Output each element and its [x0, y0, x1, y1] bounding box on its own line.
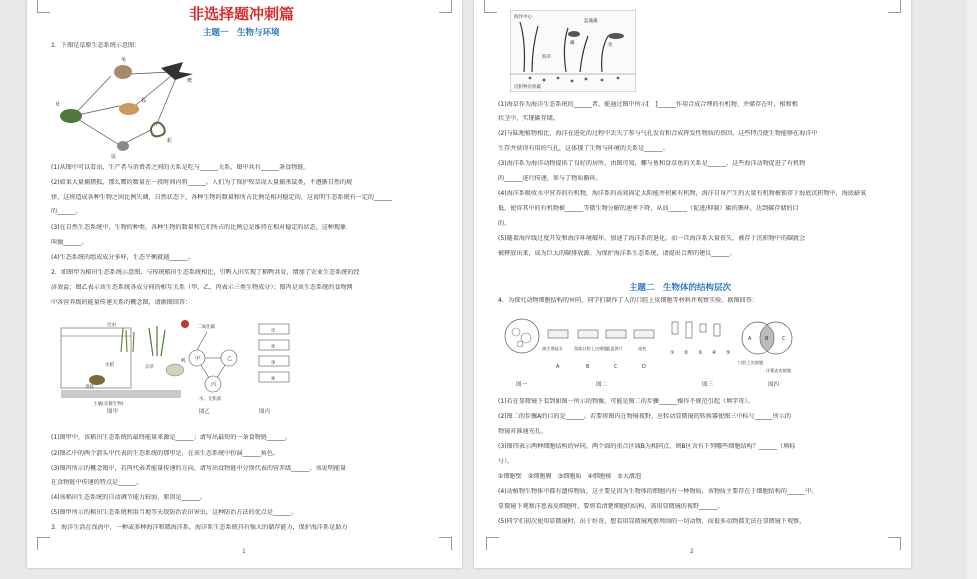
question-text: 1．下图是草原生态系统示意图：	[51, 42, 141, 49]
question-line: (4)动植物生物体中都有遗传物质，这主要是因为生物体的细胞内有一种物质，该物质主要存在于细胞结构的______中。	[498, 488, 818, 495]
question-line: (3)海洋系为海洋动物提供了良好的居所，由图可知，螺与鱼和食草鱼的关系是______，这些海洋动物促进了有机物	[498, 160, 806, 167]
fig-label-eagle: 鹰	[187, 78, 193, 84]
rice-icon	[121, 328, 134, 352]
figure-caption: 图四	[768, 382, 780, 388]
fig-label-cyan: 蓝藻藻	[584, 19, 598, 24]
crop-mark	[888, 537, 901, 550]
pyramid-label-3: ③	[271, 360, 276, 366]
fig-label-fox: 狐	[141, 98, 147, 104]
venn-label-c: C	[782, 336, 786, 342]
fig-label-seagrass: 海草	[542, 55, 551, 60]
page-title: 非选择题冲刺篇	[189, 5, 295, 23]
ecosystem-cycle-figure	[177, 318, 249, 404]
fig-label-c: 丙	[211, 382, 217, 388]
question-line: (5)同学们初次使用显微镜时，出于好奇，想看用显微镜观察周围的一切动物，而很多动物都无法在显微镜下观察，	[498, 518, 806, 525]
soil-layer	[61, 390, 181, 398]
question-line: (3)图四表示两种细胞结构的异同，两个圆的重合区域B为相同点，则B区含有下列哪些细胞结构？______（填标	[498, 443, 796, 450]
figure-caption: 图一	[516, 382, 528, 388]
question-line: (2)如果大量捕猎狐，那么鹰的数量在一段时间内将______。人们为了保护牧草而大量捕杀鼠类，不遵循自然的规	[51, 179, 353, 186]
mouse-icon	[117, 141, 129, 151]
food-web-figure	[51, 54, 201, 166]
fig-label-saline: 滴生理盐水	[542, 346, 563, 351]
step-label-a: A	[556, 364, 560, 370]
rice-field-figure	[57, 318, 187, 408]
fig-label-stain: 染色	[638, 346, 647, 351]
question-line: (1)海草作为海洋生态系统的______者，能通过图中所示[ ]______作用合成合理的有机物，并储存在叶、根和根	[498, 101, 798, 108]
fig-label-rice: 水稻	[105, 363, 114, 368]
fig-label-cover: 盖盖玻片	[606, 346, 623, 351]
fig-label-frog: 青蛙	[85, 385, 94, 390]
question-line: (4)该稻田生态系统的自动调节能力较弱，原因是______。	[51, 494, 206, 501]
figure-caption: 图乙	[199, 409, 211, 415]
rabbit-icon	[114, 65, 132, 79]
section-heading: 主题二 生物体的结构层次	[629, 283, 732, 293]
question-line: 状茎中，实现碳存储。	[498, 115, 559, 122]
venn-label-a: A	[748, 336, 752, 342]
step-label-d: D	[642, 364, 646, 370]
figure-caption: 图丙	[259, 409, 271, 415]
snail-icon	[568, 31, 580, 37]
fig-label-b: 乙	[227, 356, 233, 362]
lens-icon	[714, 324, 720, 336]
pyramid-label-1: ①	[271, 328, 276, 334]
fig-label-sea: 海洋中心	[514, 15, 532, 20]
question-line: (1)从图中可以看出，生产者与消费者之间的关系是吃与______关系，图中共有______条食物链。	[51, 164, 310, 171]
lens-icon	[700, 324, 706, 332]
fig-label-weed: 杂草	[145, 365, 154, 370]
question-line: (4)生态系统的组成成分多样，生态平衡就越______。	[51, 254, 194, 261]
fig-label-fish: 鱼	[608, 43, 613, 48]
lens-icon	[686, 322, 692, 338]
fig-label-co2: 二氧化碳	[197, 325, 215, 330]
crop-mark	[37, 0, 50, 13]
question-line: 济效益；图乙表示该生态系统各成分间的相互关系（甲、乙、丙表示三类生物成分）；图丙是该生态系统的食物网	[51, 284, 353, 291]
question-line: ①细胞壁 ②细胞膜 ③细胞质 ④细胞核 ⑤大液泡	[498, 473, 642, 480]
grass-icon	[60, 109, 82, 123]
question-line: 的。	[498, 220, 511, 227]
fish-icon	[608, 33, 624, 39]
question-line: (2)图二的步骤A的目的是______。若要将图内在物镜视野，应转动显微镜的转换器使图三中标号______所示的	[498, 413, 792, 420]
question-line: 在食物链中传递的特点是______。	[51, 479, 143, 486]
lens-icon	[672, 322, 678, 334]
document-page-1	[27, 0, 462, 568]
step-label-b: B	[586, 364, 590, 370]
cell-experiment-figure	[502, 316, 802, 394]
question-line: (5)随着海岸线过度开发和海洋环境破坏，加速了海洋系的退化，而一旦海洋系大量丧失，被存于沉积物中的碳就会	[498, 235, 806, 242]
figure-caption: 图甲	[107, 409, 119, 415]
figure-caption: 图二	[596, 382, 608, 388]
lens-label: ⑤	[726, 350, 731, 356]
question-line: (1)图甲中，该稻田生态系统的最终能量来源是______；请写出最短的一条食物链______。	[51, 434, 292, 441]
question-line: 叫做______。	[51, 239, 88, 246]
question-line: 显微镜下观察洋葱表皮细胞时，要将看清楚细胞的结构，需用显微镜的视野______。	[498, 503, 724, 510]
pyramid-label-4: ④	[271, 376, 276, 382]
lens-label: ③	[698, 350, 703, 356]
fig-label-rabbit: 兔	[121, 57, 127, 63]
venn-caption-oral: 口腔上皮细胞	[738, 360, 764, 365]
question-line: (1)若在显微镜下看到如图一所示的物像，可能是图二的步骤______操作不规范引起（填字母）。	[498, 398, 754, 405]
lens-label: ②	[684, 350, 689, 356]
fig-label-grass: 草	[55, 102, 61, 108]
question-line: 的______。	[51, 208, 82, 215]
step-d-slide	[634, 330, 654, 338]
fox-icon	[119, 103, 139, 115]
question-line: 中各营养级的能量传递关系的概念图，请据图回答：	[51, 299, 192, 306]
weed-icon	[149, 326, 165, 356]
pyramid-label-2: ②	[271, 344, 276, 350]
fig-label-water: 水、无机盐	[199, 397, 222, 402]
vertical-scrollbar[interactable]	[967, 0, 977, 579]
question-line: 生存并获得有用的气孔，这体现了生物与环境的关系是______。	[498, 145, 669, 152]
fig-label-insect: 昆虫	[107, 323, 116, 328]
step-c-slide	[606, 330, 626, 338]
figure-caption: 图三	[702, 382, 714, 388]
sun-icon	[181, 320, 189, 328]
fig-label-scrape: 刮取口腔上皮细胞	[574, 346, 608, 351]
crop-mark	[484, 0, 497, 13]
step-label-c: C	[614, 364, 618, 370]
snake-icon	[151, 122, 165, 136]
step-b-slide	[578, 330, 598, 338]
section-heading: 主题一 生物与环境	[203, 28, 280, 38]
fig-label-a: 甲	[195, 356, 201, 362]
step-a-slide	[548, 330, 568, 338]
crop-mark	[439, 0, 452, 13]
question-line: 物镜对准通光孔。	[498, 428, 547, 435]
question-line: (3)在自然生态系统中，生物的种类、各种生物的数量和它们所占的比例总是维持在相对稳定的状态，这种现象	[51, 224, 347, 231]
fig-label-snake: 蛇	[167, 138, 173, 144]
question-line: (2)图乙中的两个箭头中代表的生态系统的那里是，在该生态系统中扮演______角色。	[51, 450, 280, 457]
fig-label-detritus: 沉积物有机碳	[514, 85, 541, 90]
frog-icon	[89, 375, 105, 385]
fig-label-duck: 鸭	[181, 359, 186, 364]
crop-mark	[439, 537, 452, 550]
page-number: 2	[690, 548, 694, 555]
question-line: 号）。	[498, 458, 514, 465]
question-line: (3)图丙所示的概念图中，若丙代表者能量传递的方向，请写出食物链中分别代表的营养级______。该说明能量	[51, 465, 347, 472]
fig-label-mouse: 鼠	[111, 154, 117, 160]
lens-label: ①	[670, 350, 675, 356]
fig-label-snail: 螺	[570, 41, 575, 46]
fig-label-soil: 土壤(及微生物)	[93, 402, 124, 407]
page-number: 1	[242, 548, 246, 555]
question-line: (5)图甲所示的稻田生态系统利用当地等天敌防治农田害虫，这种防治方法的优点是______。	[51, 509, 298, 516]
question-line: (2)与陆地植物相比，海洋在进化的过程中丢失了参与气孔发育和合成挥发性物质的基因，这些特点使生物能够在海洋中	[498, 130, 818, 137]
microscope-view	[505, 319, 539, 353]
question-line: 低，使得其中的有机物被______等微生物分解的速率下降，从而______（促进/抑制）碳的循环，达到碳存储的目	[498, 205, 799, 212]
question-line: 3．海洋生活在浅海中，一种或多种海洋和微海洋系、海洋系生态系统具有强大的储存能力，保护海洋系是助力	[51, 524, 348, 531]
question-line: 被释放出来，成为巨大的碳排放源。为保护海洋系生态系统，请提出合理的建议______。	[498, 250, 736, 257]
crop-mark	[37, 537, 50, 550]
question-line: 律，这将造成各种生物之间比例失调，自然状态下，各种生物的数量和所占比例是相对稳定的，这说明生态系统有一定的______	[51, 194, 393, 201]
question-line: 的______进行传递，参与了物质循环。	[498, 175, 602, 182]
question-line: (4)海洋系吸收水中营养的有机物，海洋系的高效固定太阳能并积累有机物，海洋自身产生的大量有机物被锁存于海底沉积物中，海底缺氧	[498, 190, 867, 197]
venn-label-b: B	[765, 336, 769, 342]
question-text: 4．为探究动物细胞结构的异同，同学们制作了人的口腔上皮细胞等材料并观察实验。据图回答：	[498, 297, 758, 304]
document-page-2	[474, 0, 911, 568]
seagrass-figure	[510, 10, 636, 92]
energy-pyramid-figure	[251, 322, 301, 398]
crop-mark	[888, 0, 901, 13]
crop-mark	[486, 537, 499, 550]
lens-label: ④	[712, 350, 717, 356]
question-line: 2．如图甲为稻田生态系统示意图，与传统稻田生态系统相比，引鸭入田实现了稻鸭共育，增加了农业生态系统的经	[51, 269, 360, 276]
venn-caption-onion: 洋葱表皮细胞	[766, 368, 792, 373]
